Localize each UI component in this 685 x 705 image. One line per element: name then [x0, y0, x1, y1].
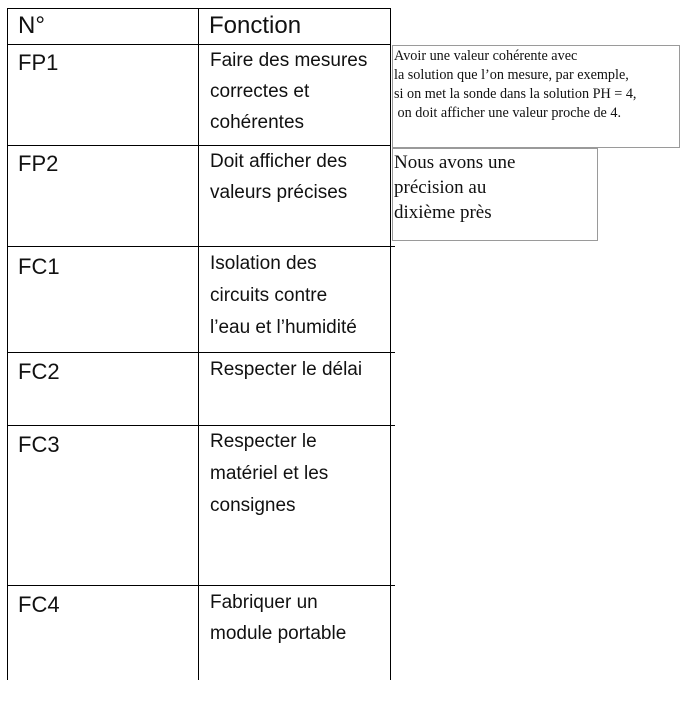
row-id-fp2: FP2: [18, 151, 59, 176]
note-line: Nous avons une: [394, 152, 516, 173]
function-line: Isolation des: [210, 253, 317, 274]
annotation-note-fp1[interactable]: [392, 45, 680, 148]
function-line: correctes et: [210, 81, 310, 102]
table-border-right: [390, 8, 391, 680]
row-divider: [7, 352, 395, 353]
table-column-divider: [198, 8, 199, 680]
header-function: Fonction: [209, 12, 302, 39]
table-border-left: [7, 8, 8, 680]
row-function-fc3: [210, 426, 385, 522]
row-id-fc2: FC2: [18, 359, 60, 384]
row-function-fc2: [210, 354, 385, 385]
function-line: Respecter le: [210, 431, 317, 452]
function-line: Fabriquer un: [210, 592, 318, 613]
function-line: cohérentes: [210, 112, 305, 133]
note-line: si on met la sonde dans la solution PH = 4,: [394, 86, 637, 102]
note-line: précision au: [394, 177, 487, 198]
function-line: consignes: [210, 495, 296, 516]
row-id-fp1: FP1: [18, 50, 59, 75]
function-line: valeurs précises: [210, 182, 348, 203]
note-line: dixième près: [394, 202, 492, 223]
function-line: l’eau et l’humidité: [210, 317, 357, 338]
function-line: matériel et les: [210, 463, 329, 484]
row-divider: [7, 246, 395, 247]
row-function-fp1: [210, 45, 385, 138]
row-id-fc3: FC3: [18, 432, 60, 457]
note-line: la solution que l’on mesure, par exemple,: [394, 67, 629, 83]
function-line: module portable: [210, 623, 347, 644]
annotation-note-fp2[interactable]: [392, 148, 598, 241]
note-line: Avoir une valeur cohérente avec: [394, 48, 578, 64]
function-line: Doit afficher des: [210, 151, 347, 172]
note-line: on doit afficher une valeur proche de 4.: [394, 105, 622, 121]
function-line: circuits contre: [210, 285, 328, 306]
row-function-fp2: [210, 146, 385, 208]
row-id-fc1: FC1: [18, 254, 60, 279]
function-line: Respecter le délai: [210, 359, 363, 380]
row-divider: [7, 585, 395, 586]
table-border-top: [7, 8, 391, 9]
row-function-fc4: [210, 587, 385, 649]
header-number: N°: [18, 12, 45, 39]
row-function-fc1: [210, 248, 385, 344]
function-line: Faire des mesures: [210, 50, 368, 71]
row-id-fc4: FC4: [18, 592, 60, 617]
